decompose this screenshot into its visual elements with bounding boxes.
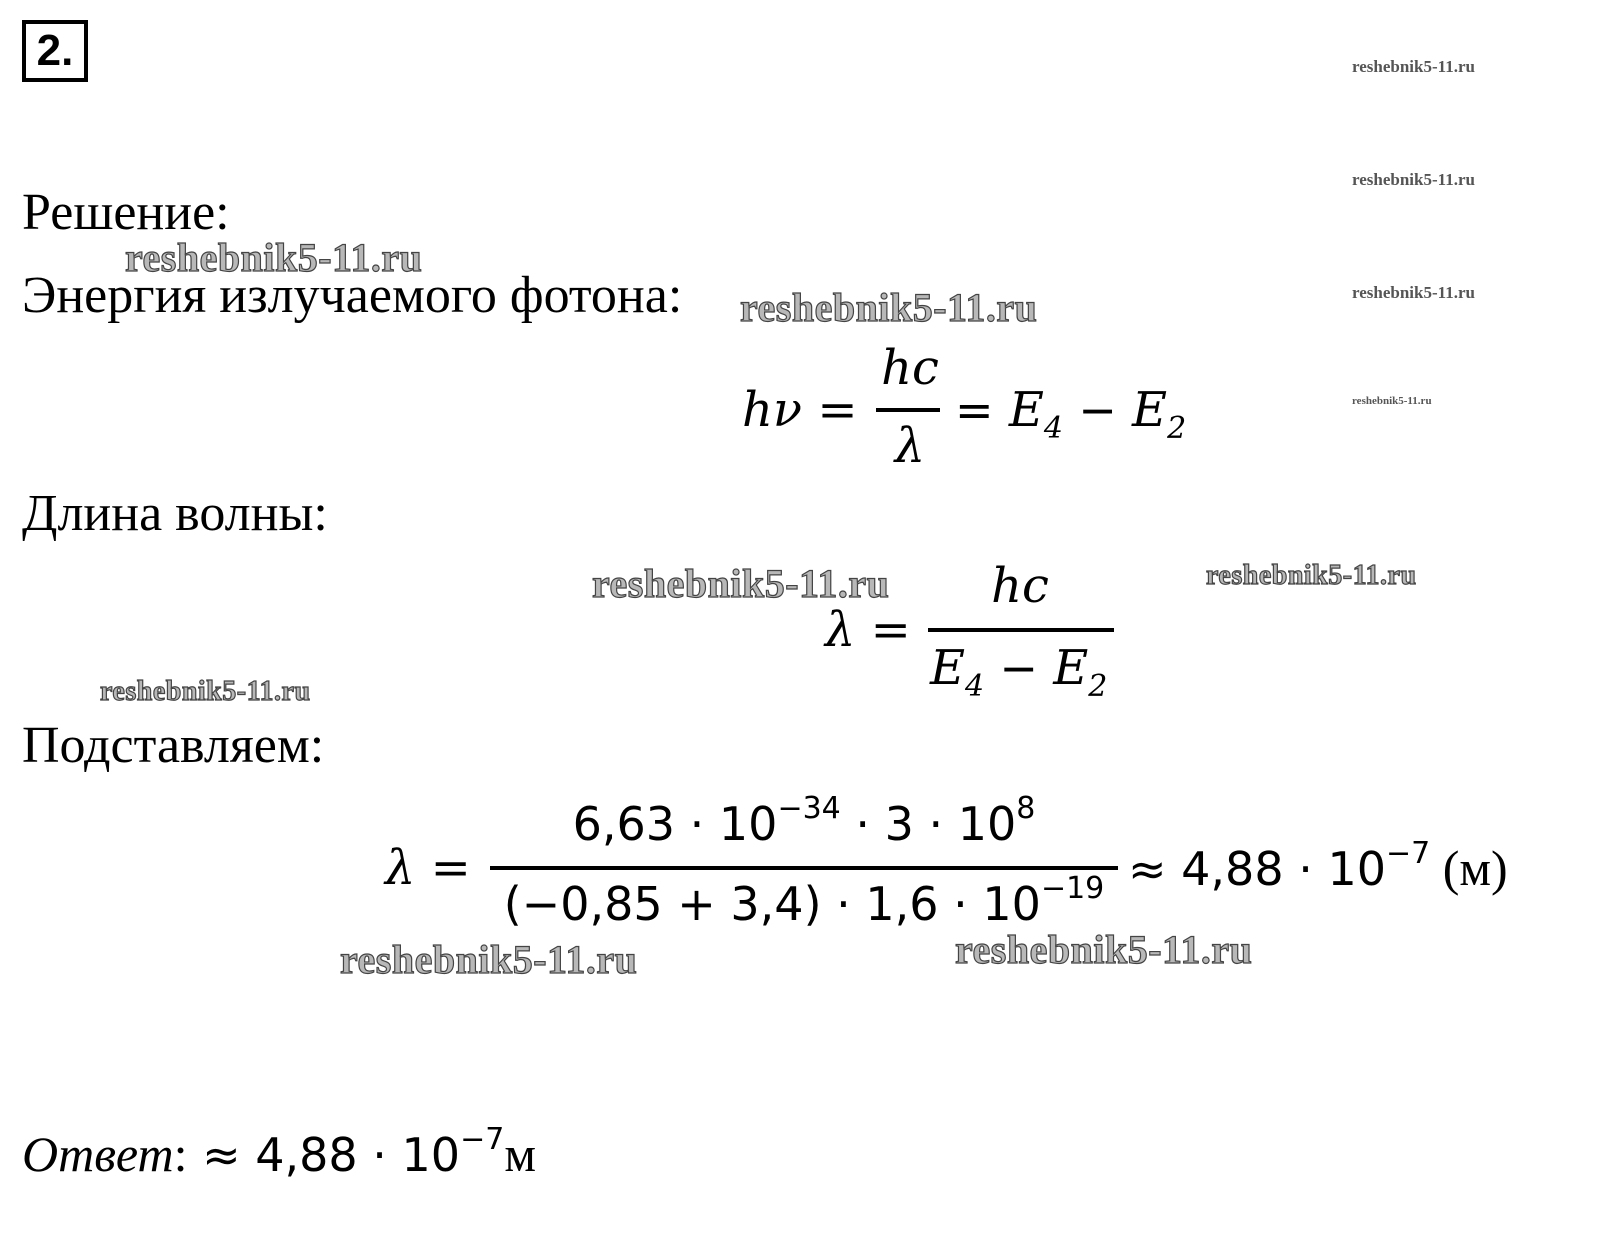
formula1-e4-sub: 4 xyxy=(1043,411,1063,446)
watermark-5: reshebnik5-11.ru xyxy=(100,676,311,707)
formula2-minus: − xyxy=(999,641,1038,695)
answer-colon: : xyxy=(173,1126,188,1182)
formula3-den-exp: −19 xyxy=(1040,871,1105,906)
formula3-den-part: (−0,85 + 3,4) · 1,6 · 10 xyxy=(503,877,1041,931)
formula1-lhs: hν = xyxy=(742,382,858,438)
watermark-3: reshebnik5-11.ru xyxy=(592,561,890,606)
formula2-e2: E xyxy=(1053,640,1089,696)
answer-exp: −7 xyxy=(460,1122,505,1157)
formula1-e4: E xyxy=(1008,382,1044,438)
solution-label: Решение: xyxy=(22,184,230,241)
wavelength-label: Длина волны: xyxy=(22,485,328,542)
formula3-num-exp-b: 8 xyxy=(1016,791,1036,826)
watermark-small-4: reshebnik5-11.ru xyxy=(1352,395,1432,407)
watermark-1: reshebnik5-11.ru xyxy=(125,235,423,280)
answer-line xyxy=(22,1112,536,1184)
formula1-equals: = xyxy=(955,383,994,437)
formula2-lhs: λ = xyxy=(825,602,911,658)
formula3-numerator xyxy=(490,791,1118,852)
formula3-num-exp-a: −34 xyxy=(777,791,841,826)
formula2-e4-sub: 4 xyxy=(965,669,985,704)
watermark-4: reshebnik5-11.ru xyxy=(1206,560,1417,591)
photon-energy-label: Энергия излучаемого фотона: xyxy=(22,267,683,324)
formula3-result-exp: −7 xyxy=(1386,836,1431,871)
formula1-denominator: λ xyxy=(894,418,926,474)
formula3-result-value: ≈ 4,88 · 10 xyxy=(1128,842,1386,896)
formula3-result-unit: (м) xyxy=(1430,840,1508,896)
problem-number: 2. xyxy=(22,20,88,82)
formula3-lhs: λ = xyxy=(385,840,471,896)
formula1-fraction-bar xyxy=(876,408,940,412)
substitute-label: Подставляем: xyxy=(22,717,325,774)
formula2-e2-sub: 2 xyxy=(1088,669,1108,704)
answer-label: Ответ xyxy=(22,1126,174,1182)
answer-value: ≈ 4,88 · 10 xyxy=(187,1128,461,1182)
watermark-small-1: reshebnik5-11.ru xyxy=(1352,57,1475,76)
formula1-e2: E xyxy=(1132,382,1168,438)
formula3-num-part-a: 6,63 · 10 xyxy=(572,797,778,851)
formula3-denominator xyxy=(490,871,1118,932)
formula1-e2-sub: 2 xyxy=(1167,411,1187,446)
formula3-fraction-bar xyxy=(490,866,1118,870)
formula1-minus: − xyxy=(1078,383,1117,437)
watermark-6: reshebnik5-11.ru xyxy=(340,937,638,982)
formula3-num-part-b: · 3 · 10 xyxy=(840,797,1017,851)
watermark-small-3: reshebnik5-11.ru xyxy=(1352,283,1475,302)
formula2-fraction-bar xyxy=(928,628,1114,632)
formula3-result xyxy=(1128,836,1508,897)
watermark-7: reshebnik5-11.ru xyxy=(955,927,1253,972)
formula1-numerator: hc xyxy=(881,340,939,396)
watermark-small-2: reshebnik5-11.ru xyxy=(1352,170,1475,189)
formula2-numerator: hc xyxy=(991,558,1049,614)
formula2-e4: E xyxy=(930,640,966,696)
watermark-2: reshebnik5-11.ru xyxy=(740,285,1038,330)
answer-unit: м xyxy=(504,1126,536,1182)
